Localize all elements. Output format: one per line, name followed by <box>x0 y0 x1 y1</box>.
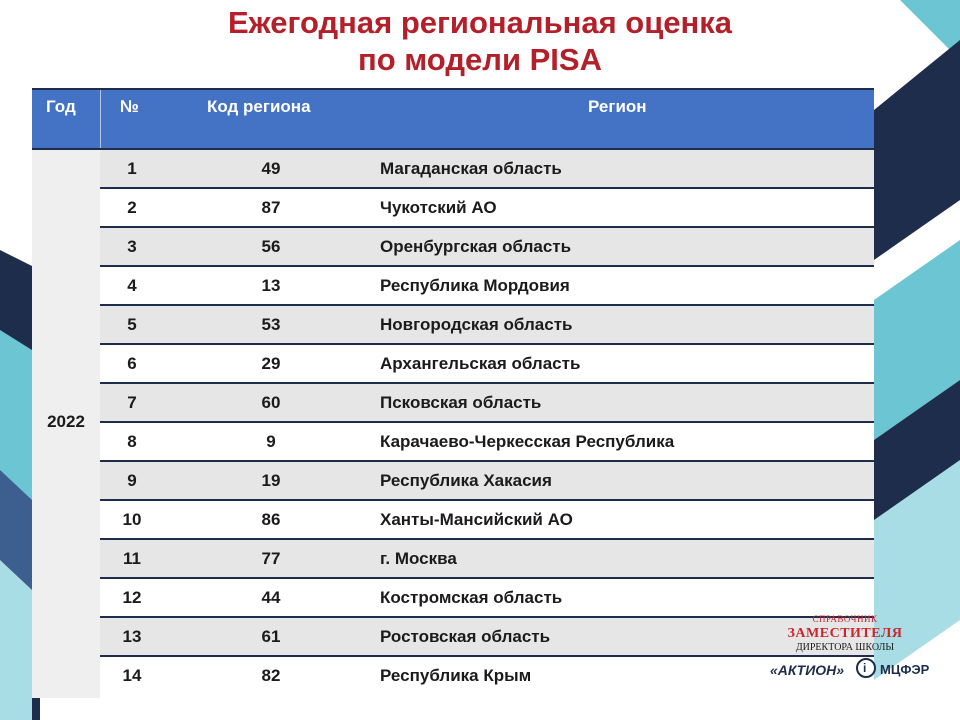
region-name: Ханты-Мансийский АО <box>380 510 573 529</box>
row-number: 2 <box>127 198 137 217</box>
table-header <box>32 88 874 150</box>
region-code: 44 <box>261 588 281 607</box>
region-code: 9 <box>266 432 276 451</box>
header-num: № <box>120 97 139 116</box>
row-number: 12 <box>122 588 142 607</box>
logo-line-3: ДИРЕКТОРА ШКОЛЫ <box>795 642 895 653</box>
region-code: 49 <box>261 159 281 178</box>
header-region: Регион <box>588 97 647 116</box>
region-name: Псковская область <box>380 393 542 412</box>
logo-line-2: ЗАМЕСТИТЕЛЯ <box>787 626 903 641</box>
region-code: 82 <box>261 666 281 685</box>
region-name: Костромская область <box>380 588 563 607</box>
row-number: 3 <box>127 237 137 256</box>
row-number: 4 <box>127 276 137 295</box>
table-row <box>100 189 874 228</box>
table-row <box>100 618 874 657</box>
row-number: 6 <box>127 354 137 373</box>
header-code: Код региона <box>207 97 311 116</box>
region-code: 86 <box>261 510 281 529</box>
aktion-brand: «АКТИОН» <box>770 662 845 678</box>
table-row <box>100 423 874 462</box>
badge-letter: i <box>863 661 867 675</box>
row-number: 8 <box>127 432 137 451</box>
table-row <box>100 150 874 189</box>
region-code: 56 <box>261 237 281 256</box>
header-year: Год <box>46 97 76 116</box>
region-name: г. Москва <box>380 549 457 568</box>
region-code: 60 <box>261 393 281 412</box>
region-name: Чукотский АО <box>380 198 497 217</box>
region-name: Ростовская область <box>380 627 551 646</box>
region-code: 61 <box>261 627 281 646</box>
row-number: 5 <box>127 315 137 334</box>
region-name: Республика Хакасия <box>380 471 552 490</box>
row-number: 14 <box>122 666 142 685</box>
region-code: 87 <box>261 198 281 217</box>
region-name: Республика Крым <box>380 666 532 685</box>
table-row <box>100 462 874 501</box>
table-row <box>100 267 874 306</box>
table-row <box>100 228 874 267</box>
info-badge-icon <box>856 658 876 678</box>
year-value: 2022 <box>47 412 85 431</box>
region-code: 19 <box>261 471 281 490</box>
table-row <box>100 384 874 423</box>
title-line-1: Ежегодная региональная оценка <box>227 5 733 40</box>
region-code: 29 <box>261 354 281 373</box>
publisher-logo <box>770 610 950 710</box>
table-row <box>100 579 874 618</box>
region-name: Архангельская область <box>380 354 581 373</box>
table-row <box>100 540 874 579</box>
row-number: 7 <box>127 393 137 412</box>
mcfer-brand: МЦФЭР <box>880 662 930 677</box>
row-number: 1 <box>127 159 137 178</box>
table-row <box>100 306 874 345</box>
table-row <box>100 501 874 540</box>
region-code: 53 <box>261 315 281 334</box>
region-code: 77 <box>261 549 281 568</box>
table-row <box>100 657 874 696</box>
row-number: 13 <box>122 627 142 646</box>
region-code: 13 <box>261 276 281 295</box>
year-cell <box>32 150 100 698</box>
region-name: Республика Мордовия <box>380 276 570 295</box>
row-number: 9 <box>127 471 137 490</box>
region-name: Оренбургская область <box>380 237 572 256</box>
row-number: 11 <box>123 549 141 568</box>
row-number: 10 <box>122 510 142 529</box>
logo-line-1: СПРАВОЧНИК <box>812 614 878 624</box>
region-name: Новгородская область <box>380 315 573 334</box>
table-row <box>100 345 874 384</box>
page-title <box>0 4 960 78</box>
region-name: Карачаево-Черкесская Республика <box>380 432 675 451</box>
title-line-2: по модели PISA <box>358 42 602 77</box>
region-name: Магаданская область <box>380 159 562 178</box>
header-divider <box>100 90 101 148</box>
